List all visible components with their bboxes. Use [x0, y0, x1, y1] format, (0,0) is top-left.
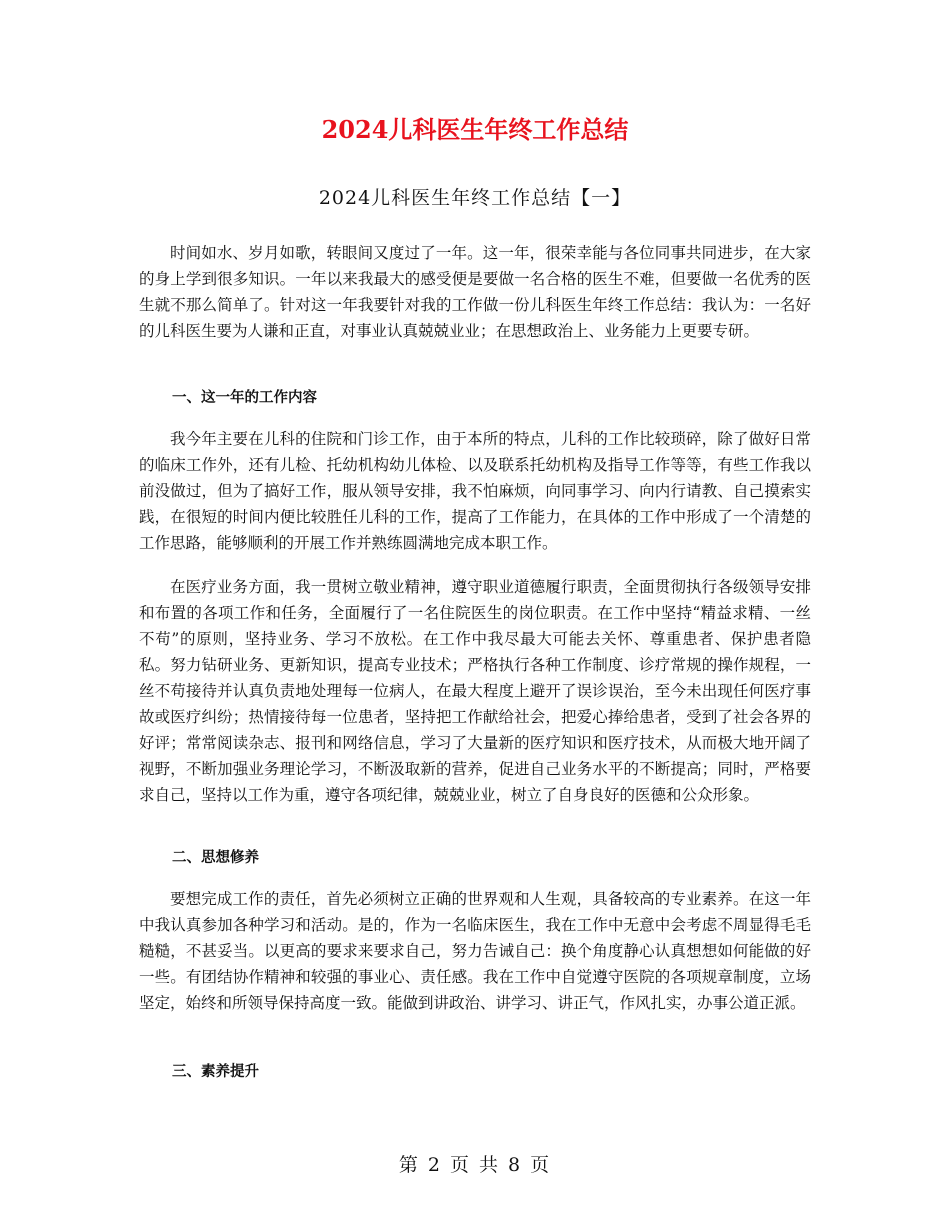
page-footer: 第 2 页 共 8 页 [398, 1154, 552, 1176]
section-title: 2024儿科医生年终工作总结【一】 [318, 187, 632, 209]
heading-quality-improvement: 三、素养提升 [172, 1064, 259, 1080]
intro-paragraph: 时间如水、岁月如歌，转眼间又度过了一年。这一年，很荣幸能与各位同事共同进步，在大家的身上学到很多知识。一年以来我最大的感受便是要做一名合格的医生不难，但要做一名优秀的医生就不那么简单了。针对这一年我要针对我的工作做一份儿科医生年终工作总结：我认为：一名好的儿科医生要为人谦和正直，对事业认真兢兢业业；在思想政治上、业务能力上更要专研。 [139, 244, 811, 340]
heading-ideology: 二、思想修养 [172, 850, 259, 866]
document-title: 2024儿科医生年终工作总结 [321, 115, 629, 144]
heading-work-content: 一、这一年的工作内容 [172, 390, 317, 406]
ideology-paragraph: 要想完成工作的责任，首先必须树立正确的世界观和人生观，具备较高的专业素养。在这一年中我认真参加各种学习和活动。是的，作为一名临床医生，我在工作中无意中会考虑不周显得毛毛糙糙，不甚妥当。以更高的要求来要求自己，努力告诫自己：换个角度静心认真想想如何能做的好一些。有团结协作精神和较强的事业心、责任感。我在工作中自觉遵守医院的各项规章制度，立场坚定，始终和所领导保持高度一致。能做到讲政治、讲学习、讲正气，作风扎实，办事公道正派。 [139, 890, 811, 1012]
work-content-paragraph: 我今年主要在儿科的住院和门诊工作，由于本所的特点，儿科的工作比较琐碎，除了做好日常的临床工作外，还有儿检、托幼机构幼儿体检、以及联系托幼机构及指导工作等等，有些工作我以前没做过，但为了搞好工作，服从领导安排，我不怕麻烦，向同事学习、向内行请教、自己摸索实践，在很短的时间内便比较胜任儿科的工作，提高了工作能力，在具体的工作中形成了一个清楚的工作思路，能够顺利的开展工作并熟练圆满地完成本职工作。 [139, 430, 811, 552]
medical-practice-paragraph: 在医疗业务方面，我一贯树立敬业精神，遵守职业道德履行职责，全面贯彻执行各级领导安排和布置的各项工作和任务，全面履行了一名住院医生的岗位职责。在工作中坚持“精益求精、一丝不苟”的原则，坚持业务、学习不放松。在工作中我尽最大可能去关怀、尊重患者、保护患者隐私。努力钻研业务、更新知识，提高专业技术；严格执行各种工作制度、诊疗常规的操作规程，一丝不苟接待并认真负责地处理每一位病人，在最大程度上避开了误诊误治，至今未出现任何医疗事故或医疗纠纷；热情接待每一位患者，坚持把工作献给社会，把爱心捧给患者，受到了社会各界的好评；常常阅读杂志、报刊和网络信息，学习了大量新的医疗知识和医疗技术，从而极大地开阔了视野，不断加强业务理论学习，不断汲取新的营养，促进自己业务水平的不断提高；同时，严格要求自己，坚持以工作为重，遵守各项纪律，兢兢业业，树立了自身良好的医德和公众形象。 [139, 578, 811, 804]
